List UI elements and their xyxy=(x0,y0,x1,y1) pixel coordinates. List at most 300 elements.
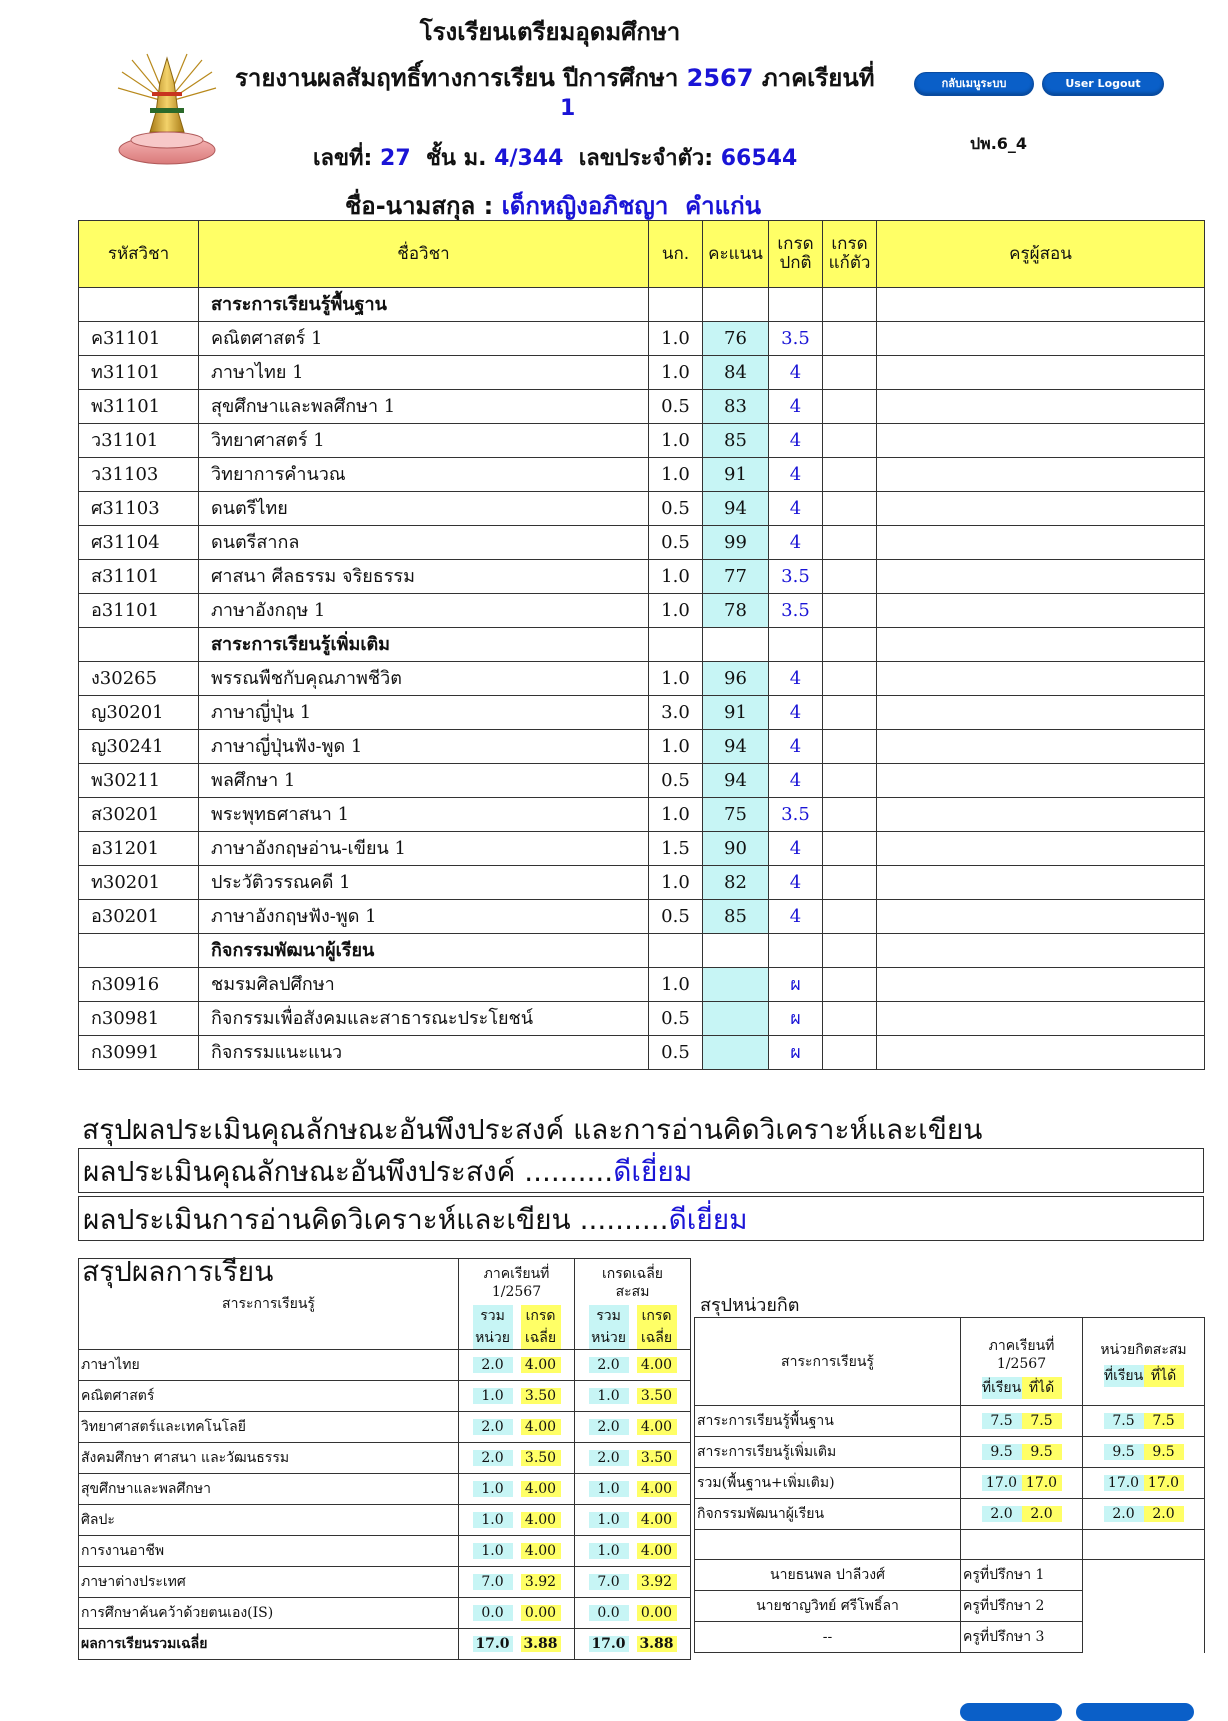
subject-name: กิจกรรมแนะแนว xyxy=(199,1036,649,1070)
credits-term-cell xyxy=(961,1468,1083,1499)
advisor-role: ครูที่ปรึกษา 2 xyxy=(961,1591,1083,1622)
grade-normal: 4 xyxy=(769,356,823,390)
pair-wrap xyxy=(575,1543,690,1559)
credit: 1.0 xyxy=(649,662,703,696)
grade-normal-l2: ปกติ xyxy=(779,253,812,273)
student-first-name: เด็กหญิงอภิชญา xyxy=(501,192,669,220)
credit: 1.5 xyxy=(649,832,703,866)
subject-name: ชมรมศิลปศึกษา xyxy=(199,968,649,1002)
grade-fix xyxy=(823,832,877,866)
pair-wrap xyxy=(1083,1506,1204,1522)
subject-row xyxy=(79,424,1205,458)
summary-cum-units: 1.0 xyxy=(589,1481,629,1497)
cterm-l1: ภาคเรียนที่ xyxy=(988,1338,1055,1354)
subject-code: ค31101 xyxy=(79,322,199,356)
teacher xyxy=(877,594,1205,628)
summary-term-units: 7.0 xyxy=(473,1574,513,1590)
cterm-studied-head: ที่เรียน xyxy=(982,1377,1022,1399)
teacher xyxy=(877,424,1205,458)
section-row xyxy=(79,628,1205,662)
score: 99 xyxy=(703,526,769,560)
teacher xyxy=(877,492,1205,526)
pair-wrap xyxy=(575,1450,690,1466)
col-header-teacher: ครูผู้สอน xyxy=(877,221,1205,288)
grade-normal: 3.5 xyxy=(769,560,823,594)
cterm-earned-head: ที่ได้ xyxy=(1022,1377,1062,1399)
score: 91 xyxy=(703,458,769,492)
credits-cum-studied: 2.0 xyxy=(1104,1506,1144,1522)
cum-gpa-l2: เฉลี่ย xyxy=(640,1330,673,1346)
pair-wrap xyxy=(961,1506,1082,1522)
summary-term-gpa: 3.50 xyxy=(521,1450,561,1466)
grade-fix xyxy=(823,628,877,662)
teacher xyxy=(877,322,1205,356)
teacher xyxy=(877,900,1205,934)
subject-code: ศ31103 xyxy=(79,492,199,526)
bottom-button-2[interactable] xyxy=(1076,1703,1194,1721)
summary-cum-units: 1.0 xyxy=(589,1543,629,1559)
score xyxy=(703,934,769,968)
credits-cum-earned: 9.5 xyxy=(1144,1444,1184,1460)
score xyxy=(703,1002,769,1036)
teacher xyxy=(877,458,1205,492)
units-l2: หน่วย xyxy=(475,1330,510,1346)
subject-row xyxy=(79,662,1205,696)
subject-name: พระพุทธศาสนา 1 xyxy=(199,798,649,832)
summary-row xyxy=(79,1443,691,1474)
summary-cum-gpa: 3.92 xyxy=(637,1574,677,1590)
cum-gpa-l1: เกรด xyxy=(641,1308,672,1324)
score: 94 xyxy=(703,492,769,526)
summary-subject: คณิตศาสตร์ xyxy=(79,1381,459,1412)
credits-row xyxy=(695,1499,1205,1530)
student-no: 27 xyxy=(380,146,411,171)
grade-normal: ผ xyxy=(769,1002,823,1036)
subject-code: ท31101 xyxy=(79,356,199,390)
summary-term-gpa: 3.88 xyxy=(521,1636,561,1652)
credit: 0.5 xyxy=(649,390,703,424)
col-header-credit: นก. xyxy=(649,221,703,288)
credit xyxy=(649,628,703,662)
credits-subject: รวม(พื้นฐาน+เพิ่มเติม) xyxy=(695,1468,961,1499)
teacher xyxy=(877,730,1205,764)
section-row xyxy=(79,288,1205,322)
col-header-grade-fix xyxy=(823,221,877,288)
grade-fix xyxy=(823,288,877,322)
grade-normal: ผ xyxy=(769,968,823,1002)
subject-code: ก30981 xyxy=(79,1002,199,1036)
summary-term-cell xyxy=(459,1381,575,1412)
advisor-name: นายธนพล ปาลีวงศ์ xyxy=(695,1560,961,1591)
back-to-menu-button[interactable]: กลับเมนูระบบ xyxy=(914,72,1034,96)
summary-row xyxy=(79,1505,691,1536)
teacher xyxy=(877,798,1205,832)
credits-term-earned: 17.0 xyxy=(1022,1475,1062,1491)
advisor-role: ครูที่ปรึกษา 1 xyxy=(961,1560,1083,1591)
score: 78 xyxy=(703,594,769,628)
characteristic-assessment xyxy=(78,1148,1204,1193)
advisor-role: ครูที่ปรึกษา 3 xyxy=(961,1622,1083,1653)
summary-cum-gpa: 3.50 xyxy=(637,1388,677,1404)
summary-term-cell xyxy=(459,1443,575,1474)
summary-col-cumulative xyxy=(575,1259,691,1350)
reading-label: ผลประเมินการอ่านคิดวิเคราะห์และเขียน .......... xyxy=(83,1203,669,1236)
credits-term-cell xyxy=(961,1499,1083,1530)
credit: 1.0 xyxy=(649,322,703,356)
credit: 1.0 xyxy=(649,968,703,1002)
blank-cell xyxy=(695,1530,961,1560)
grade-fix xyxy=(823,356,877,390)
cum-units-l2: หน่วย xyxy=(591,1330,626,1346)
cterm-l2: 1/2567 xyxy=(996,1356,1047,1372)
teacher xyxy=(877,288,1205,322)
grade-fix xyxy=(823,594,877,628)
subject-code: อ31201 xyxy=(79,832,199,866)
grade-fix xyxy=(823,968,877,1002)
teacher xyxy=(877,696,1205,730)
summary-term-cell xyxy=(459,1629,575,1660)
summary-cum-cell xyxy=(575,1567,691,1598)
score xyxy=(703,1036,769,1070)
grade-fix-l2: แก้ตัว xyxy=(828,253,871,273)
summary-cum-cell xyxy=(575,1350,691,1381)
summary-term-gpa: 3.50 xyxy=(521,1388,561,1404)
subject-code: ท30201 xyxy=(79,866,199,900)
score: 85 xyxy=(703,900,769,934)
summary-cum-gpa: 3.88 xyxy=(637,1636,677,1652)
blank-cell xyxy=(1083,1530,1205,1560)
grade-normal: 4 xyxy=(769,662,823,696)
credit: 0.5 xyxy=(649,764,703,798)
student-no-label: เลขที่: xyxy=(313,146,373,171)
teacher xyxy=(877,526,1205,560)
summary-term-gpa: 3.92 xyxy=(521,1574,561,1590)
pair-wrap xyxy=(575,1512,690,1528)
cum-units-head xyxy=(589,1305,629,1349)
subject-name: ภาษาไทย 1 xyxy=(199,356,649,390)
summary-row xyxy=(79,1598,691,1629)
credits-term-studied: 2.0 xyxy=(982,1506,1022,1522)
cum-l1: เกรดเฉลี่ย xyxy=(602,1266,663,1282)
subject-name: ศาสนา ศีลธรรม จริยธรรม xyxy=(199,560,649,594)
pair-wrap xyxy=(459,1512,574,1528)
summary-term-units: 2.0 xyxy=(473,1419,513,1435)
ccum-studied-head: ที่เรียน xyxy=(1104,1365,1144,1387)
summary-cum-units: 1.0 xyxy=(589,1512,629,1528)
summary-cum-units: 17.0 xyxy=(589,1636,629,1652)
credits-term-earned: 9.5 xyxy=(1022,1444,1062,1460)
credits-cum-earned: 2.0 xyxy=(1144,1506,1184,1522)
academic-year: 2567 xyxy=(686,64,754,92)
grade-normal: 4 xyxy=(769,730,823,764)
pair-wrap xyxy=(961,1444,1082,1460)
summary-col-term xyxy=(459,1259,575,1350)
pair-wrap xyxy=(459,1450,574,1466)
summary-cum-gpa: 3.50 xyxy=(637,1450,677,1466)
subject-name: ประวัติวรรณคดี 1 xyxy=(199,866,649,900)
student-id-label: เลขประจำตัว: xyxy=(578,146,714,171)
bottom-button-1[interactable] xyxy=(960,1703,1062,1721)
grade-normal: 3.5 xyxy=(769,798,823,832)
score: 75 xyxy=(703,798,769,832)
school-name: โรงเรียนเตรียมอุดมศึกษา xyxy=(419,18,681,46)
credits-row xyxy=(695,1468,1205,1499)
grade-fix xyxy=(823,390,877,424)
score: 94 xyxy=(703,730,769,764)
credits-cum-cell xyxy=(1083,1437,1205,1468)
student-info-line xyxy=(313,140,797,175)
grade-fix xyxy=(823,764,877,798)
grade-fix xyxy=(823,526,877,560)
credits-term-cell xyxy=(961,1406,1083,1437)
credits-cum-earned: 17.0 xyxy=(1144,1475,1184,1491)
score: 84 xyxy=(703,356,769,390)
pair-wrap xyxy=(459,1419,574,1435)
reading-value: ดีเยี่ยม xyxy=(668,1203,748,1236)
summary-cum-cell xyxy=(575,1598,691,1629)
credits-cum-studied: 17.0 xyxy=(1104,1475,1144,1491)
pair-wrap xyxy=(575,1388,690,1404)
summary-subject: การศึกษาค้นคว้าด้วยตนเอง(IS) xyxy=(79,1598,459,1629)
credits-subject: กิจกรรมพัฒนาผู้เรียน xyxy=(695,1499,961,1530)
subject-code: ศ31104 xyxy=(79,526,199,560)
summary-term-gpa: 0.00 xyxy=(521,1605,561,1621)
summary-table xyxy=(78,1258,691,1660)
pair-wrap xyxy=(961,1413,1082,1429)
subject-row xyxy=(79,356,1205,390)
subject-code: ส31101 xyxy=(79,560,199,594)
summary-subject: ภาษาต่างประเทศ xyxy=(79,1567,459,1598)
grade-fix xyxy=(823,458,877,492)
ccum-earned-head: ที่ได้ xyxy=(1144,1365,1184,1387)
summary-term-units: 1.0 xyxy=(473,1481,513,1497)
grade-table-header xyxy=(79,221,1205,288)
subject-code: อ31101 xyxy=(79,594,199,628)
score xyxy=(703,288,769,322)
pair-wrap xyxy=(459,1574,574,1590)
grade-fix xyxy=(823,1002,877,1036)
summary-subject: วิทยาศาสตร์และเทคโนโลยี xyxy=(79,1412,459,1443)
summary-cum-gpa: 4.00 xyxy=(637,1543,677,1559)
credit: 1.0 xyxy=(649,356,703,390)
form-code: ปพ.6_4 xyxy=(970,134,1028,153)
assessment-title: สรุปผลประเมินคุณลักษณะอันพึงประสงค์ และการอ่านคิดวิเคราะห์และเขียน xyxy=(82,1113,983,1146)
pair-wrap xyxy=(459,1636,574,1652)
characteristic-value: ดีเยี่ยม xyxy=(613,1155,693,1188)
subject-name: พรรณพืชกับคุณภาพชีวิต xyxy=(199,662,649,696)
credits-cum-cell xyxy=(1083,1499,1205,1530)
section-name: สาระการเรียนรู้พื้นฐาน xyxy=(199,288,649,322)
summary-term-cell xyxy=(459,1350,575,1381)
credit: 0.5 xyxy=(649,492,703,526)
subject-code: ว31101 xyxy=(79,424,199,458)
grade-fix xyxy=(823,424,877,458)
subject-name: ดนตรีสากล xyxy=(199,526,649,560)
grade-normal xyxy=(769,288,823,322)
credits-cum-studied: 9.5 xyxy=(1104,1444,1144,1460)
grade-fix xyxy=(823,696,877,730)
subject-name: วิทยาการคำนวณ xyxy=(199,458,649,492)
teacher xyxy=(877,390,1205,424)
subject-code: ก30916 xyxy=(79,968,199,1002)
credit xyxy=(649,934,703,968)
subject-code: ญ30201 xyxy=(79,696,199,730)
pair-wrap xyxy=(575,1419,690,1435)
summary-term-cell xyxy=(459,1536,575,1567)
summary-cum-cell xyxy=(575,1629,691,1660)
grade-normal-l1: เกรด xyxy=(777,234,814,255)
summary-term-units: 2.0 xyxy=(473,1357,513,1373)
subject-row xyxy=(79,458,1205,492)
credits-cum-cell xyxy=(1083,1406,1205,1437)
credits-term-studied: 7.5 xyxy=(982,1413,1022,1429)
subject-name: ภาษาอังกฤษอ่าน-เขียน 1 xyxy=(199,832,649,866)
summary-term-gpa: 4.00 xyxy=(521,1481,561,1497)
subject-row xyxy=(79,764,1205,798)
credit: 1.0 xyxy=(649,730,703,764)
score: 90 xyxy=(703,832,769,866)
summary-row xyxy=(79,1567,691,1598)
grade-normal: 4 xyxy=(769,764,823,798)
score: 91 xyxy=(703,696,769,730)
credits-term-earned: 2.0 xyxy=(1022,1506,1062,1522)
pair-wrap xyxy=(1083,1413,1204,1429)
pair-wrap xyxy=(459,1605,574,1621)
summary-term-cell xyxy=(459,1412,575,1443)
summary-title: สรุปผลการเรียน xyxy=(82,1255,274,1288)
subject-code xyxy=(79,934,199,968)
term-l1: ภาคเรียนที่ xyxy=(483,1266,550,1282)
blank-cell xyxy=(961,1530,1083,1560)
summary-cum-cell xyxy=(575,1474,691,1505)
grade-normal: 4 xyxy=(769,832,823,866)
summary-term-units: 1.0 xyxy=(473,1388,513,1404)
subject-name: พลศึกษา 1 xyxy=(199,764,649,798)
score xyxy=(703,968,769,1002)
class-label: ชั้น ม. xyxy=(425,146,487,171)
credits-subject: สาระการเรียนรู้เพิ่มเติม xyxy=(695,1437,961,1468)
subject-name: ภาษาญี่ปุ่นฟัง-พูด 1 xyxy=(199,730,649,764)
teacher xyxy=(877,1036,1205,1070)
teacher xyxy=(877,866,1205,900)
report-title: รายงานผลสัมฤทธิ์ทางการเรียน ปีการศึกษา xyxy=(235,64,679,92)
subject-name: สุขศึกษาและพลศึกษา 1 xyxy=(199,390,649,424)
grade-table xyxy=(78,220,1205,1070)
teacher xyxy=(877,1002,1205,1036)
summary-term-gpa: 4.00 xyxy=(521,1543,561,1559)
subject-row xyxy=(79,1002,1205,1036)
score: 77 xyxy=(703,560,769,594)
pair-wrap xyxy=(459,1388,574,1404)
student-id: 66544 xyxy=(720,146,798,171)
summary-cum-units: 2.0 xyxy=(589,1357,629,1373)
pair-wrap xyxy=(459,1543,574,1559)
pair-wrap xyxy=(459,1481,574,1497)
credit xyxy=(649,288,703,322)
subject-row xyxy=(79,866,1205,900)
subject-row xyxy=(79,526,1205,560)
pair-wrap xyxy=(575,1357,690,1373)
gpa-l1: เกรด xyxy=(525,1308,556,1324)
credit: 1.0 xyxy=(649,458,703,492)
subject-name: ภาษาญี่ปุ่น 1 xyxy=(199,696,649,730)
summary-term-units: 1.0 xyxy=(473,1543,513,1559)
section-name: กิจกรรมพัฒนาผู้เรียน xyxy=(199,934,649,968)
grade-fix xyxy=(823,560,877,594)
credit: 1.0 xyxy=(649,798,703,832)
pair-wrap xyxy=(575,1605,690,1621)
summary-cum-gpa: 0.00 xyxy=(637,1605,677,1621)
grade-normal: 4 xyxy=(769,696,823,730)
summary-term-units: 1.0 xyxy=(473,1512,513,1528)
grade-normal: 3.5 xyxy=(769,322,823,356)
grade-fix xyxy=(823,1036,877,1070)
credits-row xyxy=(695,1406,1205,1437)
grade-normal: 4 xyxy=(769,458,823,492)
term-units-head xyxy=(473,1305,513,1349)
subject-name: ภาษาอังกฤษ 1 xyxy=(199,594,649,628)
grade-normal xyxy=(769,934,823,968)
pair-wrap xyxy=(961,1475,1082,1491)
credits-row xyxy=(695,1437,1205,1468)
grade-normal: 4 xyxy=(769,900,823,934)
summary-cum-cell xyxy=(575,1381,691,1412)
characteristic-label: ผลประเมินคุณลักษณะอันพึงประสงค์ .......... xyxy=(83,1155,614,1188)
gpa-l2: เฉลี่ย xyxy=(524,1330,557,1346)
user-logout-button[interactable]: User Logout xyxy=(1042,72,1164,96)
credits-cum-earned: 7.5 xyxy=(1144,1413,1184,1429)
advisor-row xyxy=(695,1560,1205,1591)
subject-code: พ30211 xyxy=(79,764,199,798)
summary-term-cell xyxy=(459,1474,575,1505)
subject-name: กิจกรรมเพื่อสังคมและสาธารณะประโยชน์ xyxy=(199,1002,649,1036)
col-header-score: คะแนน xyxy=(703,221,769,288)
teacher xyxy=(877,832,1205,866)
summary-row xyxy=(79,1536,691,1567)
credit: 1.0 xyxy=(649,866,703,900)
credits-term-earned: 7.5 xyxy=(1022,1413,1062,1429)
cum-gpa-head xyxy=(637,1305,677,1349)
subject-row xyxy=(79,968,1205,1002)
pair-wrap xyxy=(1083,1444,1204,1460)
credits-cum-cell xyxy=(1083,1468,1205,1499)
subject-row xyxy=(79,594,1205,628)
advisor-row xyxy=(695,1591,1205,1622)
credits-term-cell xyxy=(961,1437,1083,1468)
summary-term-gpa: 4.00 xyxy=(521,1419,561,1435)
advisor-name: นายชาญวิทย์ ศรีโพธิ์ลา xyxy=(695,1591,961,1622)
report-title-line xyxy=(235,58,875,97)
subject-row xyxy=(79,560,1205,594)
summary-cum-units: 7.0 xyxy=(589,1574,629,1590)
summary-cum-gpa: 4.00 xyxy=(637,1481,677,1497)
semester-number: 1 xyxy=(560,96,576,121)
grade-normal: 4 xyxy=(769,492,823,526)
units-l1: รวม xyxy=(480,1308,505,1324)
credit: 0.5 xyxy=(649,1036,703,1070)
credit: 0.5 xyxy=(649,900,703,934)
cum-l2: สะสม xyxy=(615,1284,650,1300)
credits-col-term xyxy=(961,1318,1083,1406)
section-name: สาระการเรียนรู้เพิ่มเติม xyxy=(199,628,649,662)
grade-fix xyxy=(823,900,877,934)
subject-code: ง30265 xyxy=(79,662,199,696)
name-label: ชื่อ-นามสกุล : xyxy=(345,192,494,220)
summary-cum-units: 2.0 xyxy=(589,1419,629,1435)
subject-code xyxy=(79,628,199,662)
grade-normal xyxy=(769,628,823,662)
pair-wrap xyxy=(1083,1475,1204,1491)
